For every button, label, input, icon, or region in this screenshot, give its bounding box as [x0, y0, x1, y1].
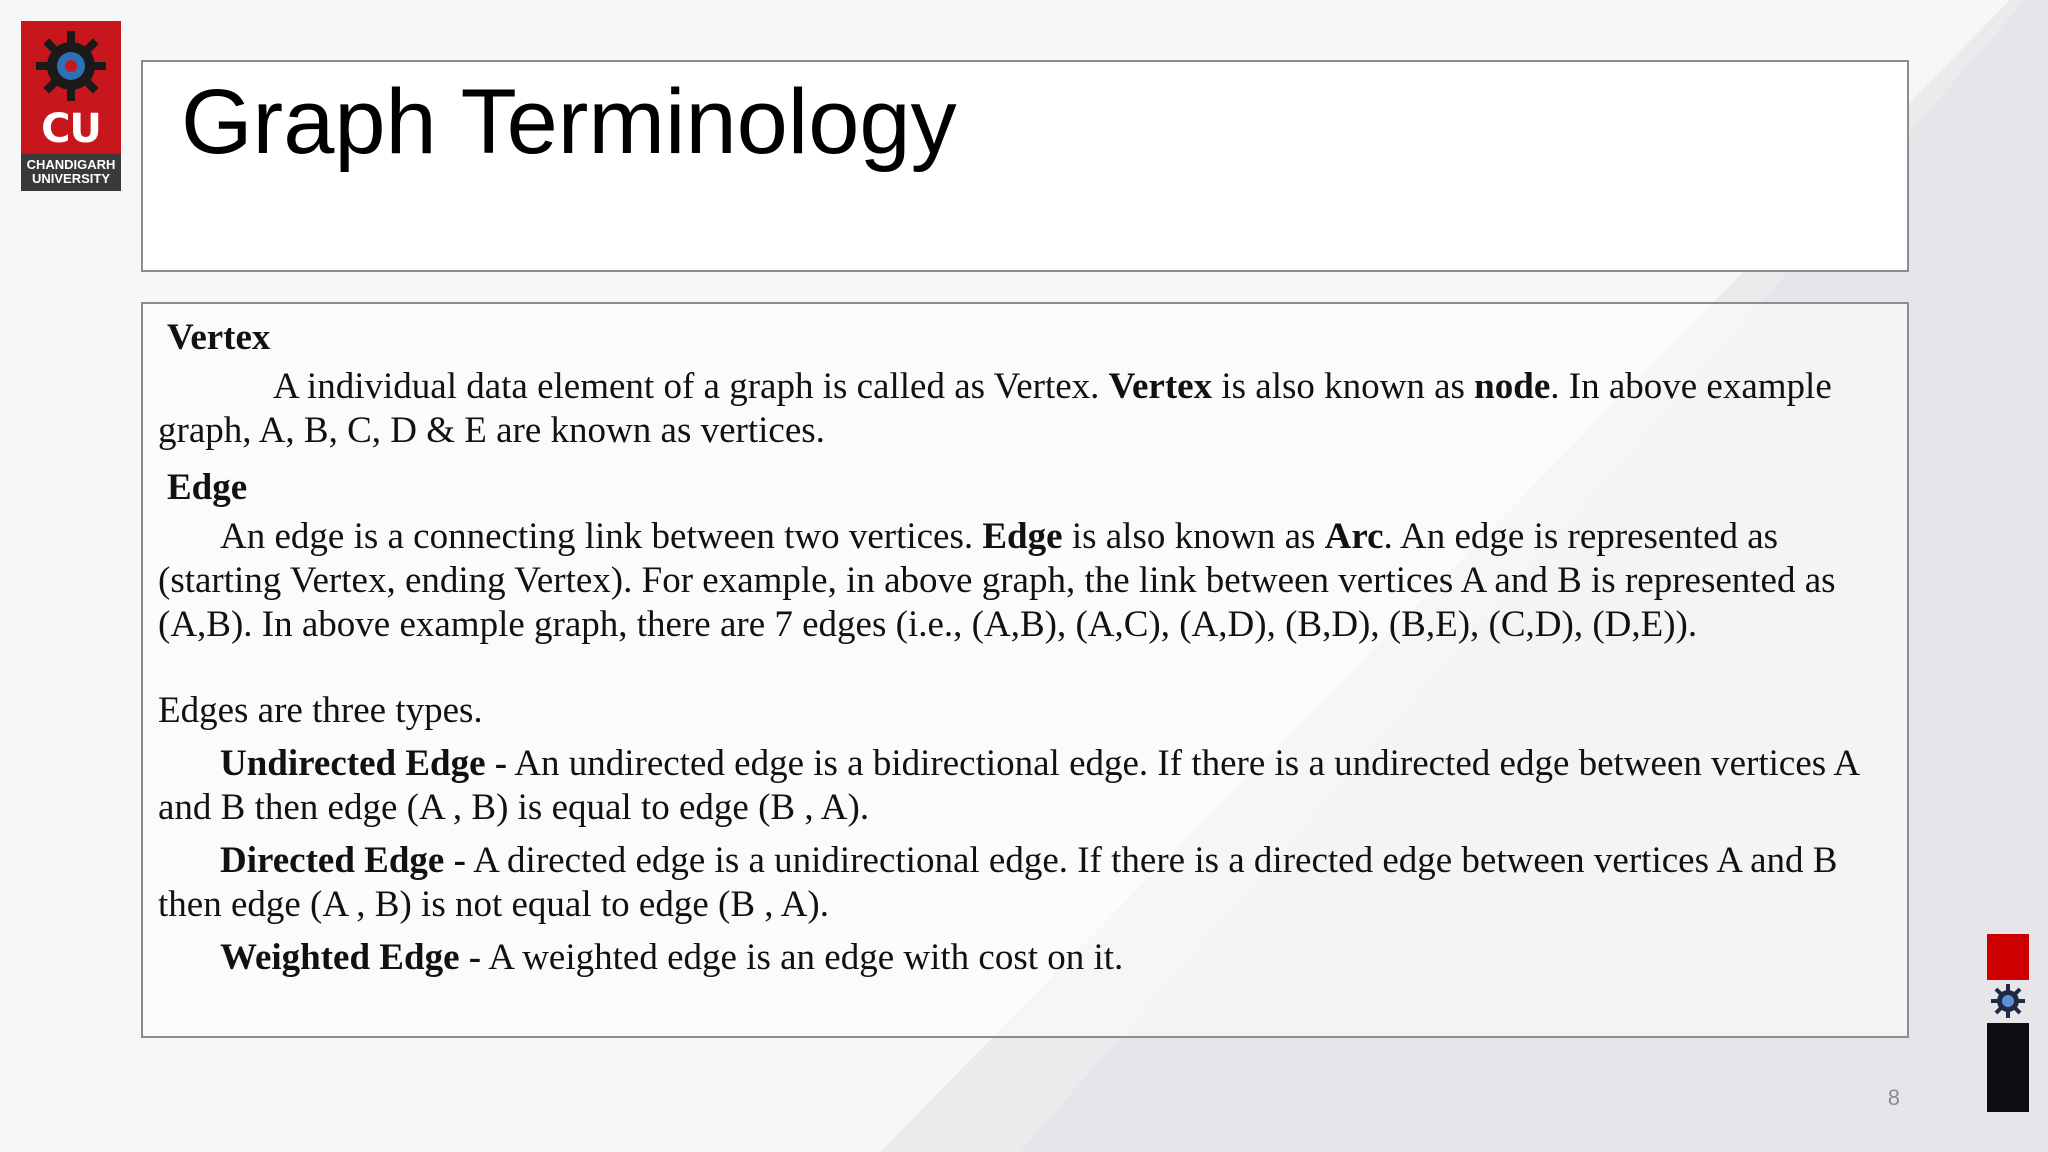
weighted-edge-paragraph	[158, 936, 1893, 980]
weighted-edge-text: A weighted edge is an edge with cost on it.	[481, 937, 1124, 978]
weighted-edge-label: Weighted Edge -	[220, 937, 482, 978]
vertex-heading: Vertex	[167, 317, 271, 358]
undirected-edge-label: Undirected Edge -	[220, 743, 508, 784]
undirected-edge-text: An undirected edge is a bidirectional edge. If there is a undirected edge between vertices A and B then edge (A , B) is equal to edge (B , A).	[158, 743, 1859, 828]
content-box	[141, 302, 1909, 1038]
edge-bold-term: Edge	[982, 516, 1063, 557]
edge-types-intro: Edges are three types.	[158, 690, 483, 731]
directed-edge-label: Directed Edge -	[220, 840, 466, 881]
page-number: 8	[1887, 1085, 1900, 1110]
directed-edge-text: A directed edge is a unidirectional edge. If there is a directed edge between vertices A and B then edge (A , B) is not equal to edge (B , A).	[158, 840, 1838, 925]
arc-bold-term: Arc	[1324, 516, 1384, 557]
gear-emblem-icon	[34, 29, 108, 103]
university-logo	[21, 21, 121, 191]
vertex-paragraph	[158, 365, 1893, 453]
vertex-text-3: . In above example graph, A, B, C, D & E are known as vertices.	[158, 366, 1832, 451]
vertex-text-2: is also known as	[1212, 366, 1475, 407]
brand-strip-red	[1987, 934, 2029, 980]
logo-name-line1: CHANDIGARH	[26, 157, 116, 172]
title-box	[141, 60, 1909, 272]
logo-name	[21, 154, 121, 191]
vertex-text-1: A individual data element of a graph is called as Vertex.	[273, 366, 1109, 407]
edge-text-2: is also known as	[1062, 516, 1325, 557]
edge-paragraph	[158, 515, 1893, 647]
edge-text-3: . An edge is represented as (starting Vertex, ending Vertex). For example, in above graph, the link between vertices A and B is represented as (A,B). In above example graph, there are 7 edges (i.e., (A,B), (A,C), (A,D), (B,D), (B,E), (C,D), (D,E)).	[158, 516, 1836, 645]
gear-icon	[1990, 983, 2026, 1019]
vertex-bold-term: Vertex	[1108, 366, 1213, 407]
undirected-edge-paragraph	[158, 742, 1893, 830]
directed-edge-paragraph	[158, 839, 1893, 927]
logo-abbreviation: CU	[41, 106, 101, 152]
node-bold-term: node	[1474, 366, 1551, 407]
brand-strip-black	[1987, 1023, 2029, 1112]
edge-text-1: An edge is a connecting link between two vertices.	[220, 516, 983, 557]
edge-heading: Edge	[167, 467, 248, 508]
logo-name-line2: UNIVERSITY	[31, 171, 110, 186]
slide-title: Graph Terminology	[181, 71, 957, 173]
